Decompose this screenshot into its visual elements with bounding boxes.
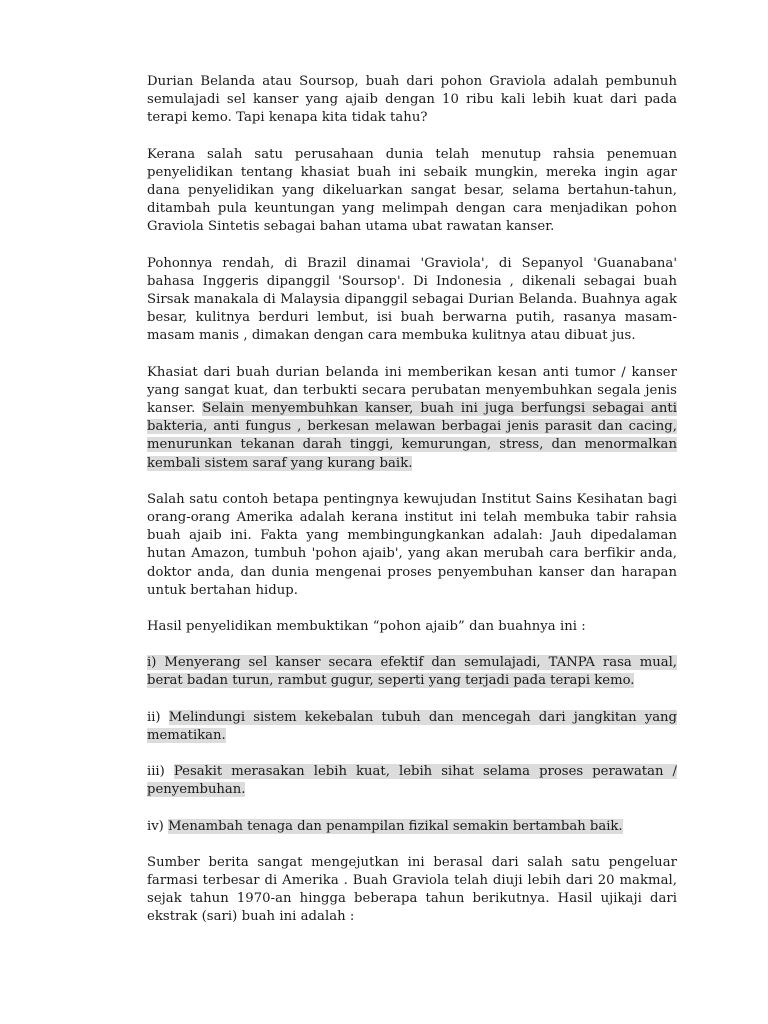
list-item bbox=[147, 763, 677, 799]
list-item bbox=[147, 709, 677, 745]
paragraph-benefits bbox=[147, 364, 677, 473]
list-marker: ii) bbox=[147, 709, 169, 725]
list-item bbox=[147, 654, 677, 690]
paragraph-intro: Durian Belanda atau Soursop, buah dari pohon Graviola adalah pembunuh semulajadi sel kanser yang ajaib dengan 10 ribu kali lebih kuat dari pada terapi kemo. Tapi kenapa kita tidak tahu? bbox=[147, 74, 677, 126]
list-text: Menyerang sel kanser secara efektif dan semulajadi, TANPA rasa mual, berat badan turun, rambut gugur, seperti yang terjadi pada terapi kemo. bbox=[147, 655, 677, 689]
paragraph-description: Pohonnya rendah, di Brazil dinamai 'Graviola', di Sepanyol 'Guanabana' bahasa Inggeris dipanggil 'Soursop'. Di Indonesia , dikenali sebagai buah Sirsak manakala di Malaysia dipanggil sebagai Durian Belanda. Buahnya agak besar, kulitnya berduri lembut, isi buah berwarna putih, rasanya masam-masam manis , dimakan dengan cara membuka kulitnya atau dibuat jus. bbox=[147, 255, 677, 344]
list-marker: i) bbox=[147, 655, 165, 671]
list-marker: iii) bbox=[147, 764, 174, 780]
document-page bbox=[147, 73, 677, 945]
paragraph-secret: Kerana salah satu perusahaan dunia telah menutup rahsia penemuan penyelidikan tentang khasiat buah ini sebaik mungkin, mereka ingin agar dana penyelidikan yang dikeluarkan sangat besar, selama bertahun-tahun, ditambah pula keuntungan yang melimpah dengan cara menjadikan pohon Graviola Sintetis sebagai bahan utama ubat rawatan kanser. bbox=[147, 146, 677, 235]
paragraph-results-heading: Hasil penyelidikan membuktikan “pohon ajaib” dan buahnya ini : bbox=[147, 619, 586, 635]
benefits-highlight: Selain menyembuhkan kanser, buah ini juga berfungsi sebagai anti bakteria, anti fungus , berkesan melawan berbagai jenis parasit dan cacing, menurunkan tekanan darah tinggi, kemurungan, stress, dan menormalkan kembali sistem saraf yang kurang baik. bbox=[147, 401, 678, 471]
list-item bbox=[147, 818, 677, 836]
list-text: Pesakit merasakan lebih kuat, lebih sihat selama proses perawatan / penyembuhan. bbox=[147, 764, 677, 798]
list-marker: iv) bbox=[147, 818, 169, 834]
list-text: Melindungi sistem kekebalan tubuh dan mencegah dari jangkitan yang mematikan. bbox=[147, 709, 677, 743]
paragraph-institute: Salah satu contoh betapa pentingnya kewujudan Institut Sains Kesihatan bagi orang-orang Amerika adalah kerana institut ini telah membuka tabir rahsia buah ajaib ini. Fakta yang membingungkankan adalah: Jauh dipedalaman hutan Amazon, tumbuh 'pohon ajaib', yang akan merubah cara berfikir anda, doktor anda, dan dunia mengenai proses penyembuhan kanser dan harapan untuk bertahan hidup. bbox=[147, 491, 677, 598]
list-text: Menambah tenaga dan penampilan fizikal semakin bertambah baik. bbox=[168, 818, 623, 834]
paragraph-source: Sumber berita sangat mengejutkan ini berasal dari salah satu pengeluar farmasi terbesar di Amerika . Buah Graviola telah diuji lebih dari 20 makmal, sejak tahun 1970-an hingga beberapa tahun berikutnya. Hasil ujikaji dari ekstrak (sari) buah ini adalah : bbox=[147, 854, 677, 925]
benefits-text: Khasiat dari buah durian belanda ini memberikan kesan anti tumor / kanser yang sangat kuat, dan terbukti secara perubatan menyembuhkan segala jenis kanser. bbox=[147, 364, 677, 417]
